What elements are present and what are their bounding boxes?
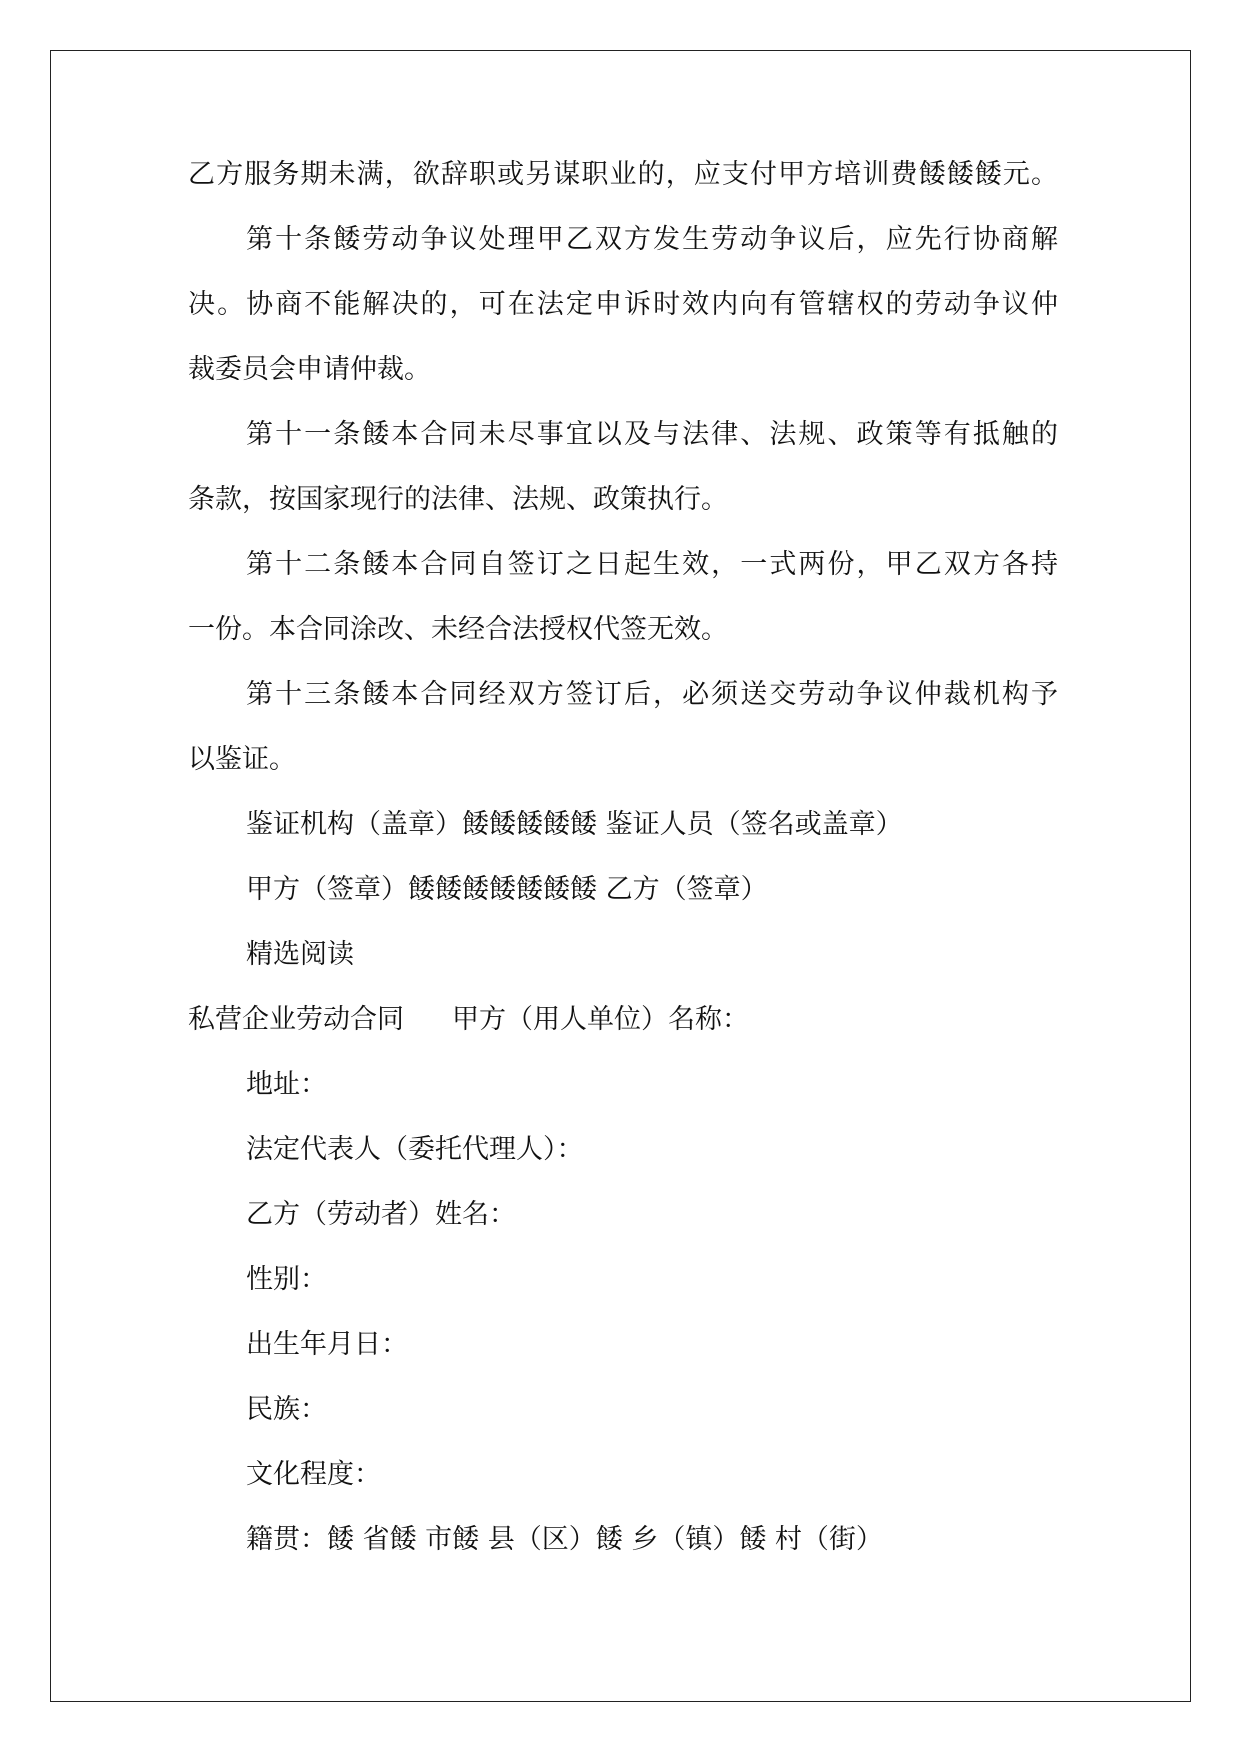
party-a-name-label: 甲方（用人单位）名称： [452,1004,749,1035]
paragraph-line: 第十条餧劳动争议处理甲乙双方发生劳动争议后，应先行协商解 [246,224,1058,255]
field-party-b-name: 乙方（劳动者）姓名： [246,1199,516,1230]
field-ethnicity: 民族： [246,1394,327,1425]
document-body [188,158,1058,1588]
paragraph-line: 以鉴证。 [188,744,296,775]
field-education: 文化程度： [246,1459,381,1490]
paragraph-line: 裁委员会申请仲裁。 [188,354,431,385]
contract-title: 私营企业劳动合同 [188,1004,404,1035]
field-native-place: 籍贯：餧 省餧 市餧 县（区）餧 乡（镇）餧 村（街） [246,1524,883,1555]
field-birth-date: 出生年月日： [246,1329,408,1360]
signature-line-parties: 甲方（签章）餧餧餧餧餧餧餧 乙方（签章） [246,874,768,905]
contract-title-line [188,1003,1058,1036]
field-address: 地址： [246,1069,327,1100]
section-heading-featured-reading: 精选阅读 [246,939,354,970]
field-gender: 性别： [246,1264,327,1295]
paragraph-line: 第十一条餧本合同未尽事宜以及与法律、法规、政策等有抵触的 [246,419,1058,450]
paragraph-line: 一份。本合同涂改、未经合法授权代签无效。 [188,614,728,645]
paragraph-line: 决。协商不能解决的，可在法定申诉时效内向有管辖权的劳动争议仲 [188,289,1058,320]
signature-line-verification: 鉴证机构（盖章）餧餧餧餧餧 鉴证人员（签名或盖章） [246,809,903,840]
field-legal-representative: 法定代表人（委托代理人）： [246,1134,584,1165]
paragraph-line: 条款，按国家现行的法律、法规、政策执行。 [188,484,728,515]
paragraph-line: 第十二条餧本合同自签订之日起生效，一式两份，甲乙双方各持 [246,549,1058,580]
paragraph-line: 乙方服务期未满，欲辞职或另谋职业的，应支付甲方培训费餧餧餧元。 [188,159,1058,190]
paragraph-line: 第十三条餧本合同经双方签订后，必须送交劳动争议仲裁机构予 [246,679,1058,710]
